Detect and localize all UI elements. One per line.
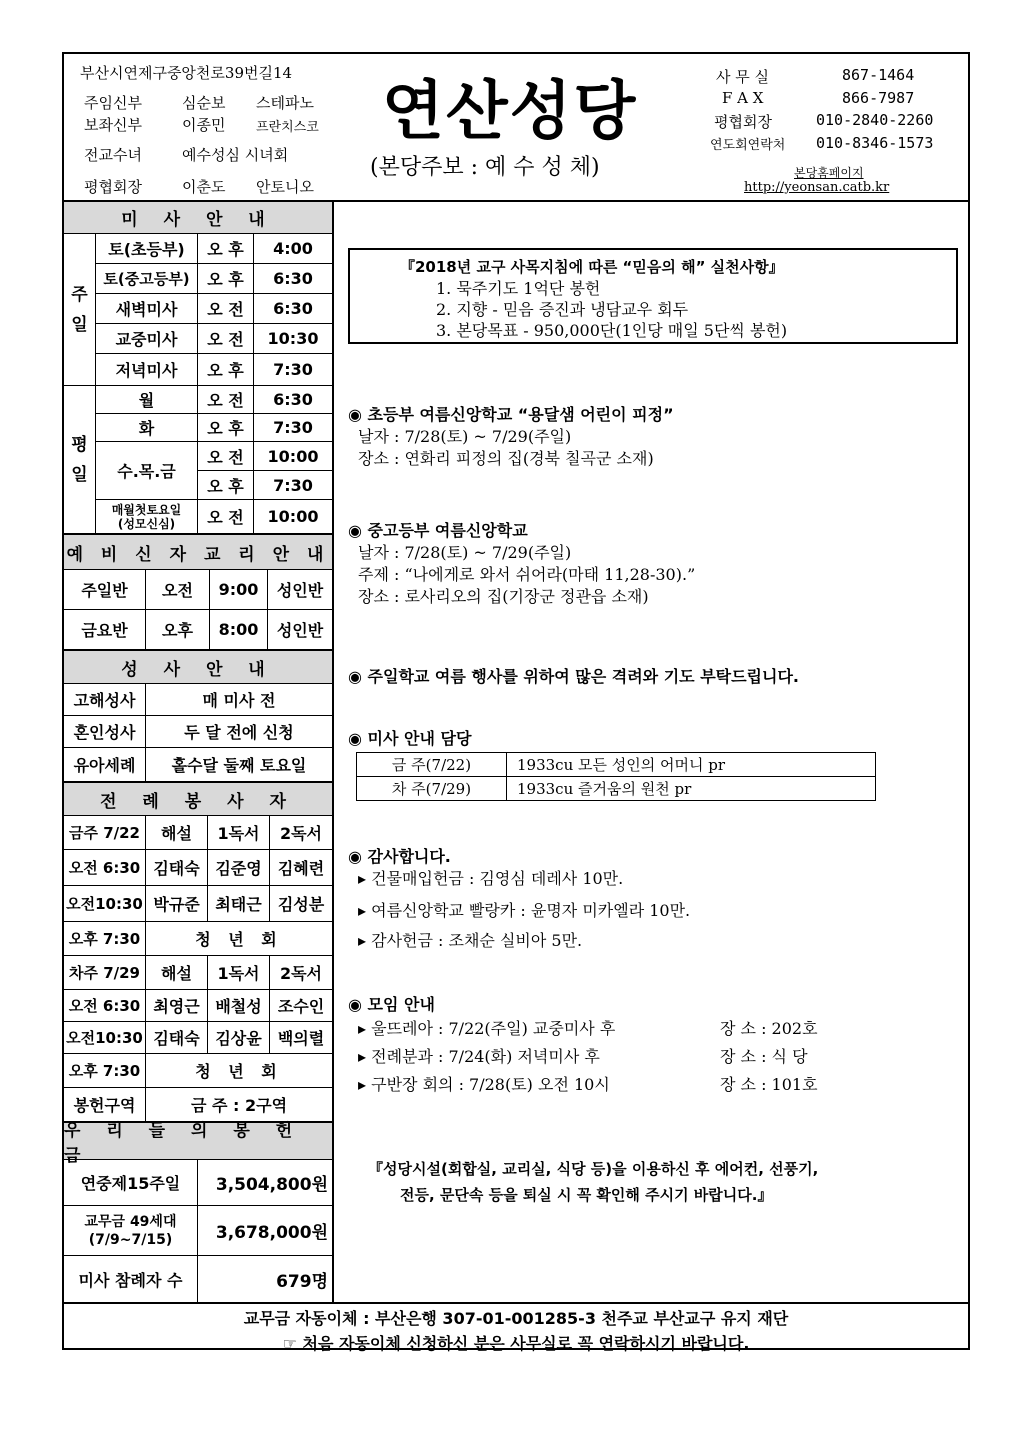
liturgy-time: 오전10:30 [64,886,146,921]
mass-ampm: 오 후 [198,354,254,385]
side-label-char: 일 [71,464,88,485]
staff-name: 이춘도 [182,178,226,196]
liturgy-person: 배철성 [208,990,270,1021]
sacrament-row [64,716,332,748]
staff-name: 심순보 [182,94,226,112]
liturgy-week: 금주 7/22 [64,816,146,849]
catechumen-heading: 예 비 신 자 교 리 안 내 [64,534,332,570]
sacrament-value: 매 미사 전 [202,691,276,710]
mass-time: 6:30 [273,390,313,409]
mass-ampm: 오 전 [198,500,254,533]
class-day: 금요반 [64,610,146,649]
liturgy-time: 오전 6:30 [64,850,146,885]
faith-year-item: 3. 본당목표 - 950,000단(1인당 매일 5단씩 봉헌) [436,321,788,340]
liturgy-person: 김태숙 [146,850,208,885]
offering-label [64,1206,198,1255]
liturgy-col: 1독서 [208,816,270,849]
staff-role: 평협회장 [84,178,142,196]
class-time: 8:00 [210,610,268,649]
facility-notice-line: 『성당시설(회합실, 교리실, 식당 등)을 이용하신 후 에어컨, 선풍기, [368,1160,819,1178]
staff-role: 보좌신부 [84,116,142,134]
liturgy-row [64,1054,332,1088]
sacrament-name: 혼인성사 [64,716,146,747]
mass-name: 수.목.금 [96,442,198,499]
mass-name-line: 매월첫토요일 [111,502,182,517]
offering-row [64,1160,332,1206]
mass-name: 토(중고등부) [96,264,198,293]
elementary-title: ◉ 초등부 여름신앙학교 “용달샘 어린이 피정” [348,405,674,424]
auto-transfer-notice: ☞ 처음 자동이체 신청하신 분은 사무실로 꼭 연락하시기 바랍니다. [282,1334,750,1353]
liturgy-col: 1독서 [208,956,270,989]
liturgy-person: 김태숙 [146,1022,208,1053]
sacraments-heading: 성 사 안 내 [64,650,332,684]
auto-transfer-info: 교무금 자동이체 : 부산은행 307-01-001285-3 천주교 부산교구 유지 재단 [243,1309,789,1328]
liturgy-col: 해설 [146,956,208,989]
weekday-label [71,430,87,490]
mass-duty-table [356,752,876,801]
liturgy-time: 오후 7:30 [64,1054,146,1087]
faith-year-title: 『2018년 교구 사목지침에 따른 “믿음의 해” 실천사항』 [400,258,784,276]
liturgy-group: 청 년 회 [195,930,283,949]
mass-row [96,234,332,264]
mass-row [96,500,332,534]
mass-row [96,386,332,414]
class-type: 성인반 [276,581,324,600]
offering-value: 3,504,800원 [215,1175,328,1195]
offering-label: 연중제15주일 [64,1160,198,1205]
class-ampm: 오후 [146,610,210,649]
contact-value: 866-7987 [842,89,915,107]
mass-duty-desc: 1933cu 모든 성인의 어머니 pr [507,753,876,777]
mass-row [96,324,332,354]
liturgy-col: 2독서 [279,824,323,843]
mass-duty-week: 차 주(7/29) [357,777,507,801]
staff-baptism: 프란치스코 [256,120,319,135]
liturgy-time: 오후 7:30 [64,922,146,955]
sacrament-value: 홀수달 둘째 토요일 [171,756,307,775]
side-label-char: 주 [71,284,88,305]
mass-ampm: 오 후 [198,414,254,441]
church-address: 부산시연제구중앙천로39번길14 [80,64,293,82]
homepage-label: 본당홈페이지 [794,166,864,180]
meeting-place: 장 소 : 식 당 [720,1047,808,1066]
mass-row [96,294,332,324]
facility-notice-line: 전등, 문단속 등을 퇴실 시 꼭 확인해 주시기 바랍니다.』 [400,1186,773,1204]
mass-heading: 미 사 안 내 [64,202,332,234]
side-label-char: 일 [71,314,88,335]
mass-ampm: 오 전 [198,442,254,471]
mass-time: 6:30 [273,269,313,288]
offerings-heading: 우 리 들 의 봉 헌 금 [64,1122,332,1160]
mass-duty-desc: 1933cu 즐거움의 원천 pr [507,777,876,801]
offering-row [64,1206,332,1256]
liturgy-person: 김성분 [277,895,325,914]
mass-row [96,442,332,500]
page-title: 연산성당 [382,75,638,149]
class-time: 9:00 [210,570,268,609]
mass-time: 6:30 [273,299,313,318]
staff-role: 전교수녀 [84,146,142,164]
mass-row [96,264,332,294]
liturgy-person: 박규준 [146,886,208,921]
middle-high-title: ◉ 중고등부 여름신앙학교 [348,521,528,540]
mass-duty-row [357,753,876,777]
meeting-place: 장 소 : 101호 [720,1075,818,1094]
contact-value: 010-8346-1573 [816,134,934,152]
faith-year-item: 2. 지향 - 믿음 증진과 냉담교우 회두 [436,300,689,319]
mass-row [96,414,332,442]
liturgy-col: 2독서 [279,964,323,983]
liturgy-col: 해설 [146,816,208,849]
elementary-line: 장소 : 연화리 피정의 집(경북 칠곡군 소재) [358,449,654,468]
thanks-line: ▸ 여름신앙학교 빨랑카 : 윤명자 미카엘라 10만. [358,901,691,920]
mass-time: 7:30 [273,476,313,495]
footer [64,1302,968,1353]
mass-time: 7:30 [273,418,313,437]
contact-value: 867-1464 [842,66,915,84]
liturgy-person: 최태근 [208,886,270,921]
elementary-line: 날자 : 7/28(토) ~ 7/29(주일) [358,427,572,446]
liturgy-week: 차주 7/29 [64,956,146,989]
thanks-title: ◉ 감사합니다. [348,847,451,866]
mass-name [96,500,198,533]
mass-name: 화 [96,414,198,441]
middle-high-line: 주제 : “나에게로 와서 쉬어라(마태 11,28-30).” [358,565,696,584]
mass-name: 월 [96,386,198,413]
liturgy-row [64,850,332,886]
meeting-desc: ▸ 구반장 회의 : 7/28(토) 오전 10시 [358,1075,610,1094]
liturgy-person: 김상윤 [208,1022,270,1053]
liturgy-row [64,990,332,1022]
sacrament-name: 고해성사 [64,684,146,715]
mass-duty-week: 금 주(7/22) [357,753,507,777]
mass-time: 4:00 [273,239,313,258]
contact-value: 010-2840-2260 [816,111,934,129]
liturgy-heading: 전 례 봉 사 자 [64,782,332,816]
bulletin-frame [62,52,970,1353]
catechumen-row [64,610,332,650]
mass-time: 10:30 [267,329,319,348]
mass-ampm: 오 전 [198,324,254,353]
mass-ampm: 오 전 [198,386,254,413]
faith-year-item: 1. 묵주기도 1억단 봉헌 [436,279,601,298]
offering-label-line: 교무금 49세대 [84,1213,177,1230]
mass-duty-title: ◉ 미사 안내 담당 [348,729,472,748]
mass-name: 토(초등부) [96,234,198,263]
mass-row [96,354,332,386]
sacrament-row [64,684,332,716]
mass-name-line: (성모신심) [117,516,176,531]
liturgy-row [64,1022,332,1054]
thanks-line: ▸ 감사헌금 : 조채순 실비아 5만. [358,931,583,950]
liturgy-row [64,922,332,956]
meeting-desc: ▸ 전례분과 : 7/24(화) 저녁미사 후 [358,1047,600,1066]
liturgy-person: 조수인 [277,997,325,1016]
liturgy-time: 오전 6:30 [64,990,146,1021]
liturgy-row [64,886,332,922]
homepage-link[interactable]: http://yeonsan.catb.kr [744,180,890,195]
header [64,54,968,202]
mass-ampm: 오 후 [198,264,254,293]
mass-ampm: 오 후 [198,234,254,263]
contact-label: 연도회연락처 [710,138,786,153]
contact-label: 평협회장 [714,113,772,131]
sacrament-value: 두 달 전에 신청 [184,723,294,742]
mass-ampm: 오 전 [198,294,254,323]
attendance-value: 679명 [276,1271,328,1292]
contact-label: 사 무 실 [716,68,770,86]
mass-time: 10:00 [254,442,332,471]
mass-duty-row [357,777,876,801]
right-column [336,202,968,1302]
mass-name: 새벽미사 [96,294,198,323]
middle-high-line: 날자 : 7/28(토) ~ 7/29(주일) [358,543,572,562]
liturgy-time: 오전10:30 [64,1022,146,1053]
contact-label: F A X [722,89,764,107]
left-column [64,202,334,1302]
mass-name: 저녁미사 [96,354,198,385]
sacrament-name: 유아세례 [64,748,146,781]
offering-row [64,1256,332,1302]
weekday-side-label [64,386,96,534]
liturgy-person: 최영근 [146,990,208,1021]
liturgy-week-header [64,816,332,850]
staff-baptism: 안토니오 [256,178,314,196]
staff-name: 이종민 [182,116,226,134]
liturgy-group: 청 년 회 [195,1062,283,1081]
mass-time: 10:00 [267,507,319,526]
thanks-line: ▸ 건물매입헌금 : 김영심 데레사 10만. [358,869,624,888]
side-label-char: 평 [71,434,88,455]
sunday-side-label [64,234,96,386]
faith-year-box [348,248,958,344]
meeting-desc: ▸ 울뜨레아 : 7/22(주일) 교중미사 후 [358,1019,616,1038]
staff-name: 예수성심 시녀회 [182,146,289,164]
offering-label-line: (7/9~7/15) [88,1231,173,1248]
prayer-request: ◉ 주일학교 여름 행사를 위하여 많은 격려와 기도 부탁드립니다. [348,667,800,686]
mass-time: 7:30 [273,360,313,379]
class-day: 주일반 [64,570,146,609]
attendance-label: 미사 참례자 수 [64,1256,198,1302]
sunday-label [71,280,87,340]
offering-district-label: 봉헌구역 [64,1088,146,1121]
staff-role: 주임신부 [84,94,142,112]
class-type: 성인반 [276,621,324,640]
class-ampm: 오전 [146,570,210,609]
mass-ampm: 오 후 [198,471,254,500]
liturgy-person: 김준영 [208,850,270,885]
liturgy-person: 김혜련 [277,859,325,878]
middle-high-line: 장소 : 로사리오의 집(기장군 정관읍 소재) [358,587,649,606]
offering-district-value: 금 주 : 2구역 [190,1096,288,1115]
catechumen-row [64,570,332,610]
page-subtitle: (본당주보 : 예 수 성 체) [370,155,600,180]
staff-baptism: 스테파노 [256,94,314,112]
meetings-title: ◉ 모임 안내 [348,995,435,1014]
sacrament-row [64,748,332,782]
offering-value: 3,678,000원 [215,1223,328,1243]
mass-name: 교중미사 [96,324,198,353]
liturgy-week-header [64,956,332,990]
meeting-place: 장 소 : 202호 [720,1019,818,1038]
liturgy-person: 백의렬 [277,1029,325,1048]
